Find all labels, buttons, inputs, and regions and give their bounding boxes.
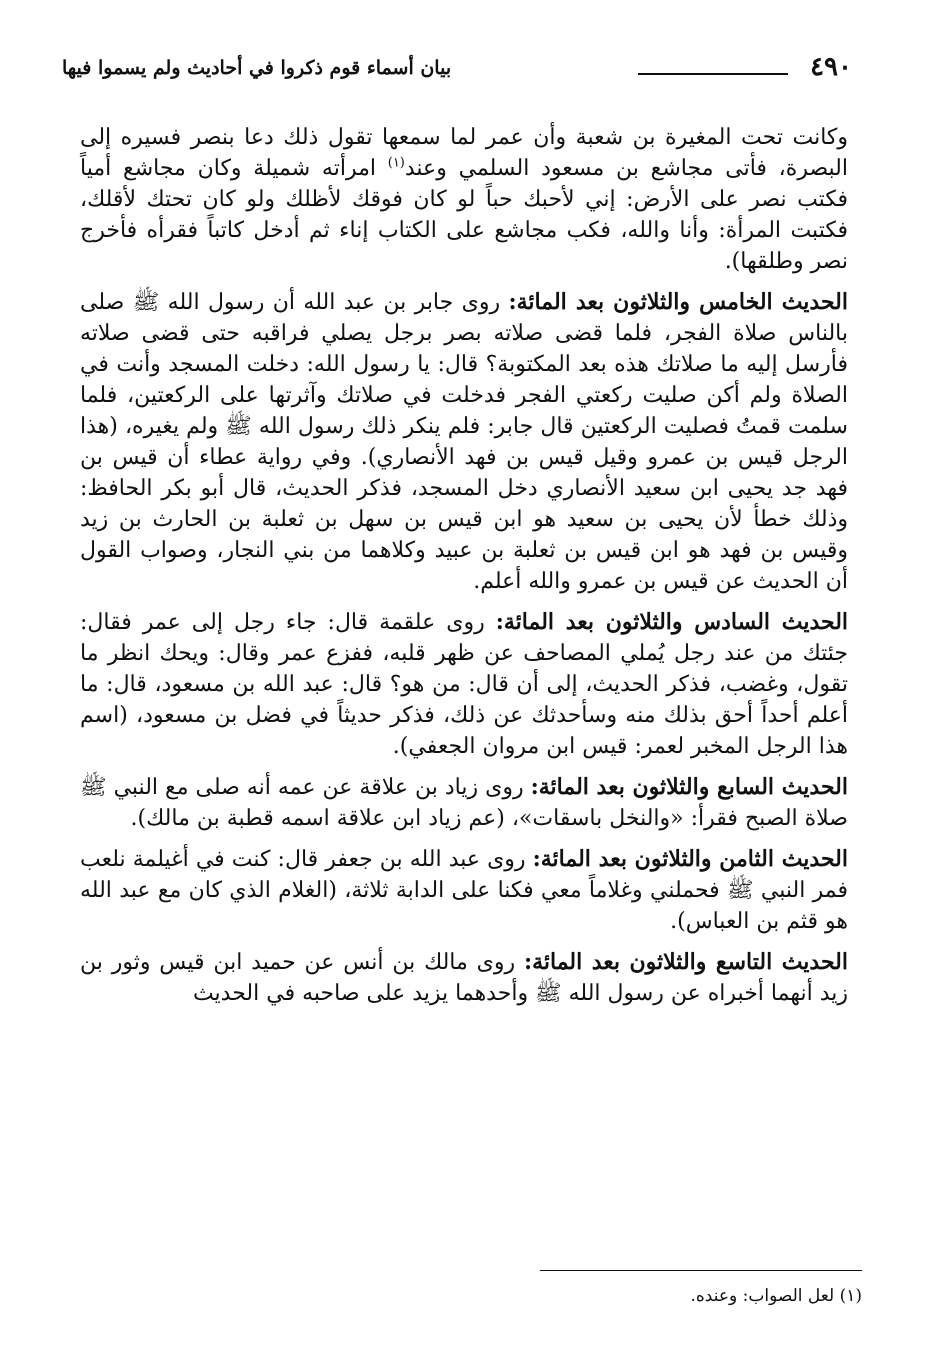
footnote [102, 1284, 862, 1308]
paragraph-continuation [80, 122, 848, 277]
footnote-text: لعل الصواب: وعنده. [690, 1286, 835, 1306]
hadith-heading: الحديث الخامس والثلاثون بعد المائة: [508, 289, 848, 315]
header-rule [638, 73, 788, 75]
running-header [62, 52, 852, 92]
hadith-text: روى جابر بن عبد الله أن رسول الله ﷺ صلى بالناس صلاة الفجر، فلما قضى صلاته بصر برجل يصلي فراقبه حتى قضى صلاته فأرسل إليه ما صلاتك هذه بعد المكتوبة؟ قال: يا رسول الله: دخلت المسجد وأنت في الصلاة ولم أكن صليت ركعتي الفجر فدخلت في صلاتك وآثرتها على الركعتين، فلما سلمت قمتُ فصليت الركعتين قال جابر: فلم ينكر ذلك رسول الله ﷺ ولم يغيره، (هذا الرجل قيس بن عمرو وقيل قيس بن فهد الأنصاري). وفي رواية عطاء أن قيس بن فهد جد يحيى ابن سعيد الأنصاري دخل المسجد، فذكر الحديث، قال أبو بكر الحافظ: وذلك خطأ لأن يحيى بن سعيد هو ابن قيس بن سهل بن ثعلبة بن الحارث بن زيد وقيس بن فهد هو ابن قيس بن ثعلبة بن عبيد وكلاهما من بني النجار، وصواب القول أن الحديث عن قيس بن عمرو والله أعلم. [80, 290, 848, 594]
hadith-138 [80, 844, 848, 937]
hadith-text: روى عبد الله بن جعفر قال: كنت في أغيلمة نلعب فمر النبي ﷺ فحملني وغلاماً معي فكنا على الدابة ثلاثة، (الغلام الذي كان مع عبد الله هو قثم بن العباس). [80, 847, 848, 934]
footnote-ref: (١) [387, 155, 405, 171]
hadith-text: روى مالك بن أنس عن حميد ابن قيس وثور بن زيد أنهما أخبراه عن رسول الله ﷺ وأحدهما يزيد على صاحبه في الحديث [80, 950, 848, 1006]
hadith-text: روى زياد بن علاقة عن عمه أنه صلى مع النبي ﷺ صلاة الصبح فقرأ: «والنخل باسقات»، (عم زياد ابن علاقة اسمه قطبة بن مالك). [80, 775, 848, 831]
main-text [80, 122, 848, 1019]
hadith-139 [80, 947, 848, 1009]
paragraph-text: وكانت تحت المغيرة بن شعبة وأن عمر لما سمعها تقول ذلك دعا بنصر فسيره إلى البصرة، فأتى مجاشع بن مسعود السلمي وعند [80, 125, 848, 181]
hadith-137 [80, 772, 848, 834]
hadith-135 [80, 287, 848, 597]
running-title: بيان أسماء قوم ذكروا في أحاديث ولم يسموا فيها [62, 57, 452, 79]
hadith-heading: الحديث السابع والثلاثون بعد المائة: [530, 774, 848, 800]
hadith-text: روى علقمة قال: جاء رجل إلى عمر فقال: جئتك من عند رجل يُملي المصاحف عن ظهر قلبه، ففزع عمر وقال: ويحك انظر ما تقول، وغضب، فذكر الحديث، إلى أن قال: من هو؟ قال: عبد الله بن مسعود، قال: ما أعلم أحداً أحق بذلك منه وسأحدثك عن ذلك، فذكر حديثاً في فضل بن مسعود، (اسم هذا الرجل المخبر لعمر: قيس ابن مروان الجعفي). [80, 610, 848, 759]
hadith-136 [80, 607, 848, 762]
hadith-heading: الحديث السادس والثلاثون بعد المائة: [495, 609, 849, 635]
footnote-separator [540, 1270, 862, 1271]
paragraph-text: امرأته شميلة وكان مجاشع أمياً فكتب نصر على الأرض: إني لأحبك حباً لو كان فوقك لأظلك ولو كان تحتك لأقلك، فكتبت المرأة: وأنا والله، فكب مجاشع على الكتاب إناء ثم أدخل كاتباً فقرأه فأخرج نصر وطلقها). [80, 156, 848, 274]
footnote-marker: (١) [839, 1286, 862, 1306]
page-number: ٤٩٠ [810, 52, 852, 82]
hadith-heading: الحديث الثامن والثلاثون بعد المائة: [532, 846, 848, 872]
hadith-heading: الحديث التاسع والثلاثون بعد المائة: [523, 949, 848, 975]
